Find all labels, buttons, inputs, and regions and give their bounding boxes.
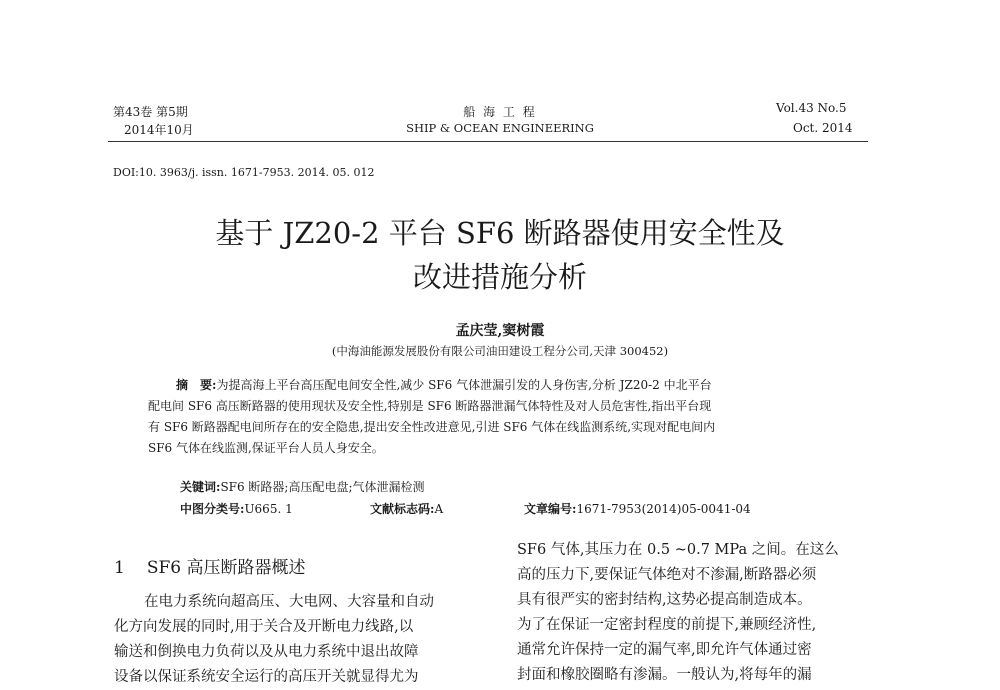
abstract-label: 摘 要:: [176, 378, 217, 392]
body-line: 封面和橡胶圈略有渗漏。一般认为,将每年的漏: [517, 667, 812, 683]
section-heading: [114, 553, 306, 578]
keywords-label: 关键词:: [180, 480, 221, 494]
document-code: [370, 500, 443, 517]
doi: DOI:10. 3963/j. issn. 1671-7953. 2014. 05. 012: [113, 166, 375, 179]
body-line: 为了在保证一定密封程度的前提下,兼顾经济性,: [517, 617, 817, 633]
header-journal-en: SHIP & OCEAN ENGINEERING: [406, 121, 594, 135]
document-code-value: A: [434, 502, 444, 516]
keywords-value: SF6 断路器;高压配电盘;气体泄漏检测: [220, 480, 425, 494]
authors: 孟庆莹,窦树霞: [455, 323, 545, 339]
paper-title-line1: 基于 JZ20-2 平台 SF6 断路器使用安全性及: [215, 216, 785, 250]
abstract-line: 有 SF6 断路器配电间所存在的安全隐患,提出安全性改进意见,引进 SF6 气体在线监测系统,实现对配电间内: [148, 420, 716, 434]
abstract-text: 为提高海上平台高压配电间安全性,减少 SF6 气体泄漏引发的人身伤害,分析 JZ20-2 中北平台: [216, 378, 712, 392]
classification-value: U665. 1: [244, 502, 293, 516]
abstract: [148, 375, 868, 459]
article-number-value: 1671-7953(2014)05-0041-04: [576, 502, 751, 516]
section-title: SF6 高压断路器概述: [146, 558, 306, 578]
header-date: 2014年10月: [124, 123, 194, 137]
abstract-line: SF6 气体在线监测,保证平台人员人身安全。: [148, 441, 384, 455]
header-vol-no: Vol.43 No.5: [776, 101, 847, 115]
abstract-line: [148, 375, 868, 396]
header-volume-issue: 第43卷 第5期: [113, 105, 188, 119]
body-line: 化方向发展的同时,用于关合及开断电力线路,以: [114, 619, 414, 635]
classification: [180, 500, 293, 517]
body-line: 通常允许保持一定的漏气率,即允许气体通过密: [517, 642, 812, 658]
body-line: 输送和倒换电力负荷以及从电力系统中退出故障: [114, 644, 419, 660]
right-column-text: [517, 538, 887, 688]
body-line: 高的压力下,要保证气体绝对不渗漏,断路器必须: [517, 567, 817, 583]
article-number-label: 文章编号:: [524, 502, 577, 516]
body-line: 具有很严实的密封结构,这势必提高制造成本。: [517, 592, 812, 608]
header-month: Oct. 2014: [793, 121, 853, 135]
paper-title-line2: 改进措施分析: [412, 260, 587, 294]
body-line: SF6 气体,其压力在 0.5 ~0.7 MPa 之间。在这么: [517, 542, 839, 558]
affiliation: (中海油能源发展股份有限公司油田建设工程分公司,天津 300452): [331, 344, 669, 358]
header-rule: [108, 141, 868, 142]
classification-label: 中图分类号:: [180, 502, 245, 516]
left-column-text: [114, 590, 484, 690]
header-journal-cn: 船 海 工 程: [463, 105, 537, 119]
section-number: 1: [114, 558, 125, 578]
body-line: 在电力系统向超高压、大电网、大容量和自动: [144, 594, 434, 610]
document-code-label: 文献标志码:: [370, 502, 435, 516]
body-line: 设备以保证系统安全运行的高压开关就显得尤为: [114, 669, 419, 685]
article-number: [524, 500, 751, 517]
keywords: [180, 478, 425, 495]
abstract-line: 配电间 SF6 高压断路器的使用现状及安全性,特别是 SF6 断路器泄漏气体特性及对人员危害性,指出平台现: [148, 399, 712, 413]
